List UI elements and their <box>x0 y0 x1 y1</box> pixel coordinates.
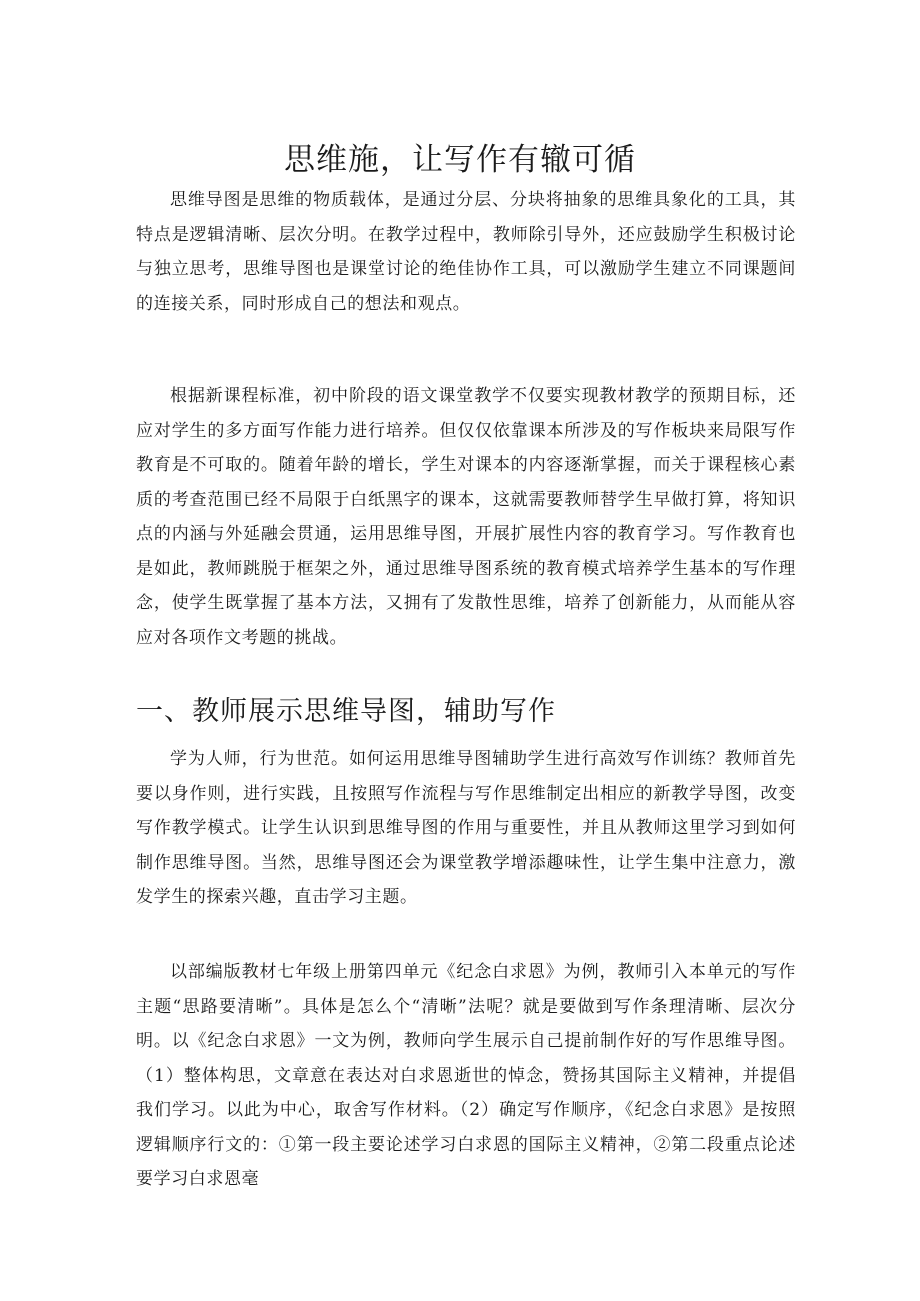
section1-paragraph-2: 以部编版教材七年级上册第四单元《纪念白求恩》为例，教师引入本单元的写作主题“思路要清晰”。具体是怎么个“清晰”法呢？就是要做到写作条理清晰、层次分明。以《纪念白求恩》一文为例，教师向学生展示自己提前制作好的写作思维导图。（1）整体构思，文章意在表达对白求恩逝世的悼念，赞扬其国际主义精神，并提倡我们学习。以此为中心，取舍写作材料。（2）确定写作顺序，《纪念白求恩》是按照逻辑顺序行文的：①第一段主要论述学习白求恩的国际主义精神，②第二段重点论述要学习白求恩毫 <box>136 962 796 1189</box>
section-heading-1: 一、教师展示思维导图，辅助写作 <box>136 696 556 727</box>
intro-paragraph-2: 根据新课程标准，初中阶段的语文课堂教学不仅要实现教材教学的预期目标，还应对学生的多方面写作能力进行培养。但仅仅依靠课本所涉及的写作板块来局限写作教育是不可取的。随着年龄的增长，学生对课本的内容逐渐掌握，而关于课程核心素质的考查范围已经不局限于白纸黑字的课本，这就需要教师替学生早做打算，将知识点的内涵与外延融会贯通，运用思维导图，开展扩展性内容的教育学习。写作教育也是如此，教师跳脱于框架之外，通过思维导图系统的教育模式培养学生基本的写作理念，使学生既掌握了基本方法，又拥有了发散性思维，培养了创新能力，从而能从容应对各项作文考题的挑战。 <box>136 386 796 648</box>
intro-paragraph-1: 思维导图是思维的物质载体，是通过分层、分块将抽象的思维具象化的工具，其特点是逻辑清晰、层次分明。在教学过程中，教师除引导外，还应鼓励学生积极讨论与独立思考，思维导图也是课堂讨论的绝佳协作工具，可以激励学生建立不同课题间的连接关系，同时形成自己的想法和观点。 <box>136 190 796 314</box>
document-title: 思维施，让写作有辙可循 <box>284 142 636 178</box>
section1-paragraph-1: 学为人师，行为世范。如何运用思维导图辅助学生进行高效写作训练？教师首先要以身作则，进行实践，且按照写作流程与写作思维制定出相应的新教学导图，改变写作教学模式。让学生认识到思维导图的作用与重要性，并且从教师这里学习到如何制作思维导图。当然，思维导图还会为课堂教学增添趣味性，让学生集中注意力，激发学生的探索兴趣，直击学习主题。 <box>136 749 796 907</box>
